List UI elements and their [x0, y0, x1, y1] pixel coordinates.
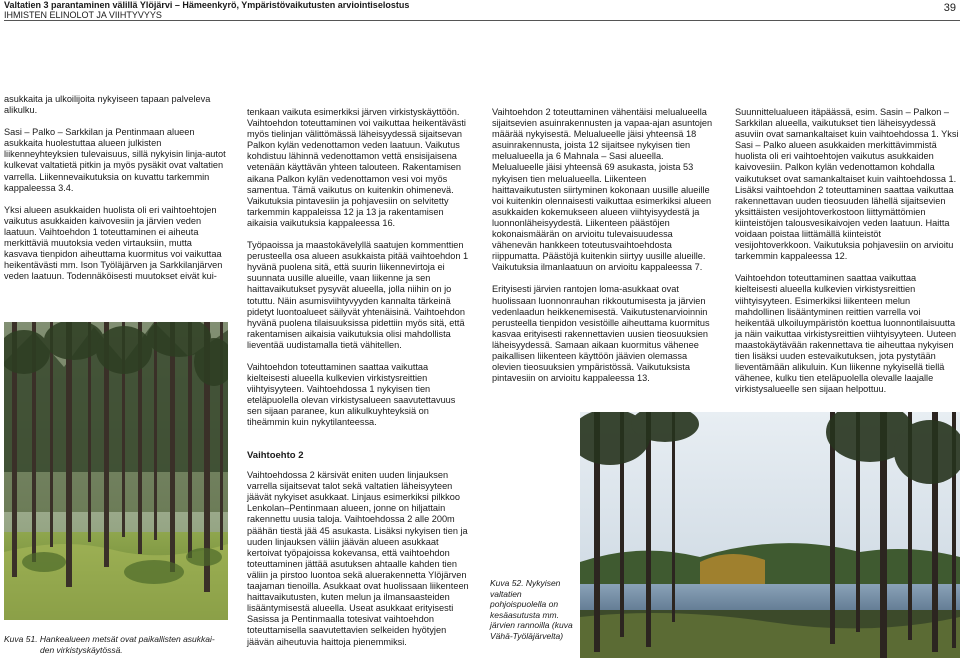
pine-forest-illustration [4, 322, 228, 620]
section-heading: Vaihtoehto 2 [247, 450, 304, 461]
header-divider [4, 20, 960, 21]
column-2 [247, 107, 472, 440]
figure-51-caption [4, 634, 228, 655]
paragraph: Suunnittelualueen itäpäässä, esim. Sasin – Palkon – Sarkkilan alueella, vaikutukset tien läheisyydessä asuviin ovat samankaltaiset kuin vaihtoehdossa 1. Yksi Sasi – Palko alueen asukkaiden merkittävimmistä huolista oli eri vaihtoehtojen vaikutus asukkaiden kaivovesiin. Palkon kylän vedenottamon kohdalla vaikutukset ovat samankaltaiset kuin vaihtoehdossa 1. Lisäksi vaihtoehdon 2 toteuttaminen saattaa vaikuttaa rakennettavan uuden tieosuuden lähellä sijaitsevien yksittäisten vesijohtoverkostoon liittymättömien kiinteistöjen talousvesikaivojen veden laatuun. Haitta voidaan poistaa liittämällä kiinteistöt vesijohtoverkkoon. Vaikutuksia pohjavesiin on arvioitu tarkemmin kappaleessa 12. [735, 107, 959, 262]
column-4 [735, 107, 959, 406]
paragraph: Vaihtoehdon 2 toteuttaminen vähentäisi melualueella sijaitsevien asuinrakennusten ja vapaa-ajan asuntojen määrää nykyisestä. Melualueelle jäisi yhteensä 18 asuinrakennusta, joista 12 sijaitsee nykyisen tien melualueella ja 6 Mahnala – Sasi alueella. Melualueelle jäisi yhteensä 69 asukasta, joista 53 nykyisen tien melualueella. Liikenteen haittavaikutusten siirtyminen kokonaan uusille alueille voi kuitenkin olennaisesti vaikuttaa esimerkiksi alueen asukkaiden kokemukseen alueen viihtyisyydestä ja luonnonläheisyydestä. Liikenteen päästöjen kokonaismäärän on arvioitu tulevaisuudessa vähenevän hankkeen toteutusvaihtoehdosta riippumatta. Päästöjä kuitenkin siirtyy uusille alueille. Vaikutuksia ilmanlaatuun on arvioitu kappaleessa 7. [492, 107, 713, 273]
paragraph: Erityisesti järvien rantojen loma-asukkaat ovat huolissaan luonnonrauhan rikkoutumisesta ja järvien vedenlaadun heikkenemisestä. Vaikutustenarvioinnin perusteella tienpidon vesistöille aiheuttama kuormitus kasvaa erityisesti rakennettavien uusien tieosuuksien läheisyydessä. Samaan aikaan kuormitus vähenee paikallisen liikenteen käyttöön jäävien olemassa olevien tieosuuksien ympäristössä. Vaikutuksista pintavesiin on arvioitu kappaleessa 13. [492, 284, 710, 384]
column-1 [4, 94, 228, 293]
paragraph: Työpaoissa ja maastokävelyllä saatujen kommenttien perusteella osa alueen asukkaista pitää vaihtoehdon 1 hyvänä puolena sitä, että suurin liikennevirtoja ei suunnata uusille alueille, vaan liikenne ja sen haittavaikutukset pysyvät alueella, jolla niihin on jo totuttu. Näin asumisviihtyvyyden kannalta tärkeinä pidetyt luontoalueet säilyvät yhtenäisinä. Vaihtoehdon hyvänä puolena tilaisuuksissa pidettiin myös sitä, että rakentamisen aikaisia vaikutuksia olisi mahdollista lieventää uudistamalla tietä vähitellen. [247, 240, 469, 350]
column-3 [492, 107, 717, 395]
page-header [4, 0, 960, 20]
section-title: IHMISTEN ELINOLOT JA VIIHTYVYYS [4, 10, 162, 20]
caption-line: den virkistyskäytössä. [40, 644, 123, 655]
paragraph: asukkaita ja ulkoilijoita nykyiseen tapaan palveleva alikulku. [4, 94, 211, 116]
lake-shore-illustration [580, 412, 960, 658]
lake-photo [580, 412, 960, 658]
paragraph: Sasi – Palko – Sarkkilan ja Pentinmaan alueen asukkaita huolestuttaa alueen julkisten liikenneyhteyksien tulevaisuus, sillä nykyisin linja-autot kulkevat valtatietä pitkin ja myös pysäkit ovat valtatien varrella. Liikennevaikutuksia on kuvattu tarkemmin kappaleessa 3.4. [4, 127, 226, 193]
paragraph: Vaihtoehdon toteuttaminen saattaa vaikuttaa kielteisesti alueella kulkevien virkistysreittien viihtyisyyteen. Vaihtoehdossa 1 nykyisen tien eteläpuolella olevan virkistysalueen saavutettavuus sen sijaan paranee, kun alikulkuyhteyksiä on tiheämmin kuin nykytilanteessa. [247, 361, 456, 428]
paragraph: Vaihtoehdossa 2 kärsivät eniten uuden linjauksen varrella sijaitsevat talot sekä valtatien läheisyyteen jäävät nykyiset asukkaat. Linjaus esimerkiksi pilkkoo Lenkolan–Pentinmaan alueen, jonne on hiljattain rakennettu uusia taloja. Vaihtoehdossa 2 alle 200m päähän tiestä jää 45 asukasta. Lisäksi nykyisen tien ja uuden linjauksen väliin jäävän alueen asukkaat kertoivat työpajoissa kokevansa, että vaihtoehdon toteuttaminen jättää asutuksen ahtaalle kahden tien väliin ja pirstoo luontoa sekä aluerakennetta Ylöjärven taajaman tienoilla. Asukkaat ovat huolissaan liikenteen haittavaikutusten, kuten melun ja ilmansaasteiden lisääntymisestä alueella. Useat asukkaat erityisesti Sasissa ja Pentinmaalla totesivat vaihtoehdon toteuttamisella saavutettavien selkeiden hyötyjen jäävän aiheutuvia haittoja pienemmiksi. [247, 470, 469, 647]
figure-52-caption: Kuva 52. Nykyisen valtatien pohjoispuolella on kesäasutusta mm. järvien rannoilla (kuva Vähä-Työläjärvelta) [490, 578, 573, 641]
column-2-lower [247, 450, 472, 659]
page-number: 39 [943, 2, 956, 14]
caption-line: Kuva 51. Hankealueen metsät ovat paikallisten asukkai- [4, 634, 215, 644]
paragraph: tenkaan vaikuta esimerkiksi järven virkistyskäyttöön. Vaihtoehdon toteuttaminen voi vaikuttaa heikentävästi myös tielinjan välittömässä läheisyydessä sijaitsevan Palkon kylän vedenottamon veden laatuun. Vaikutus kohdistuu lähinnä vedenottamon vettä ensisijaisena vetenään käyttävän yhteen talouteen. Rakentamisen aikana Palkon kylän vedenottamon vesi voi myös samentua. Tämä vaikutus on kuitenkin ohimenevä. Vaikutuksia pintavesiin ja pohjavesiin on selvitetty tarkemmin kappaleissa 12 ja 13 ja rakentamisen aikaisia vaikutuksia kappaleessa 16. [247, 107, 466, 228]
paragraph: Vaihtoehdon toteuttaminen saattaa vaikuttaa kielteisesti alueella kulkevien virkistysreittien viihtyisyyteen. Esimerkiksi liikenteen melun mahdollinen lisääntyminen reittien varrella voi heikentää ulkoiluympäristön koettua luonnontilaisuutta ja näin vaikuttaa virkistysreittien viihtyisyyteen. Uuteen maastokäytävään rakennettava tie aiheuttaa nykyisen tien lisäksi uuden estevaikutuksen, jota pystytään lieventämään alikuluin. Kun liikenne nykyisellä tiellä vähenee, kulku tien eteläpuolella olevalle laajalle virkistysalueelle sen sijaan helpottuu. [735, 273, 957, 395]
paragraph: Yksi alueen asukkaiden huolista oli eri vaihtoehtojen vaikutus asukkaiden kaivovesiin ja järvien veden laatuun. Vaihtoehdon 1 toteuttaminen ei aiheuta merkittäviä muutoksia veden virtauksiin, mutta kasvava tienpidon aiheuttama kuormitus voi vaikuttaa heikentävästi mm. Ison Työläjärven ja Sarkkilanjärven veden laatuun. Todennäköisesti muutokset eivät kui- [4, 204, 223, 282]
forest-photo [4, 322, 228, 620]
document-title: Valtatien 3 parantaminen välillä Ylöjärvi – Hämeenkyrö, Ympäristövaikutusten arviointiselostus [4, 0, 410, 10]
